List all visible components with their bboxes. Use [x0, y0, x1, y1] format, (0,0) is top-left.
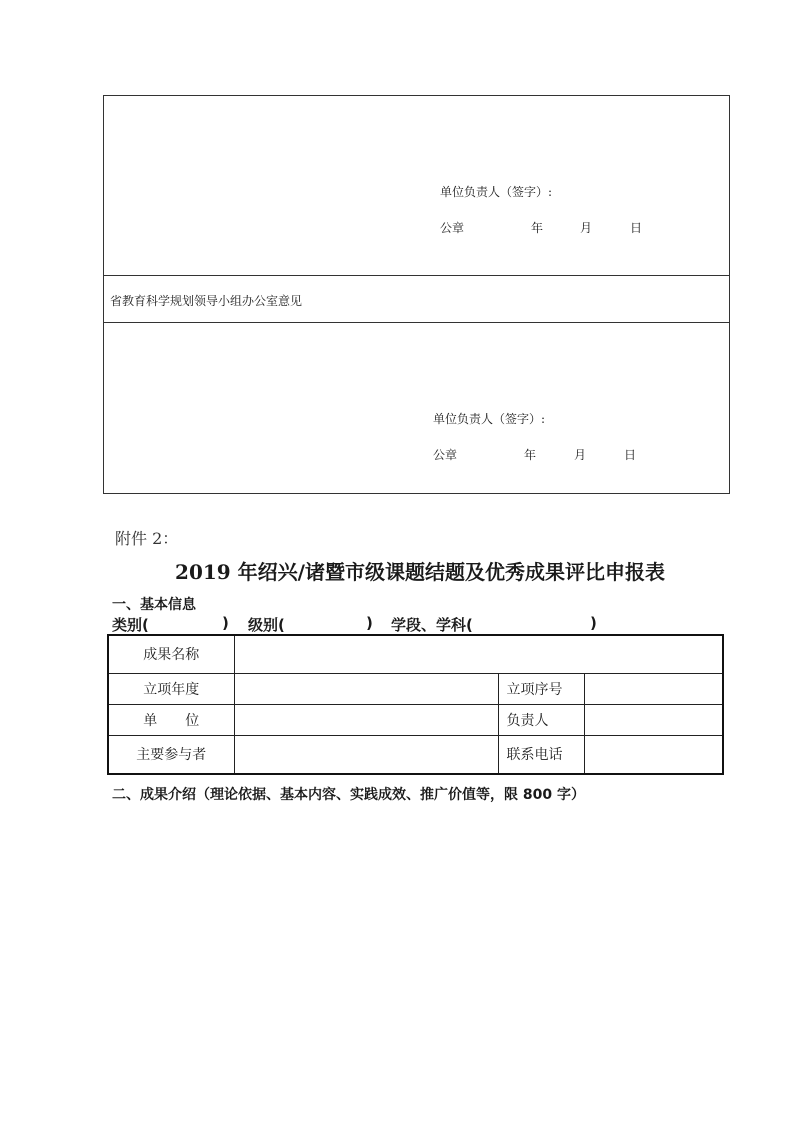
divider-top [103, 275, 730, 276]
box2-year-label: 年 [524, 448, 537, 462]
phone-label: 联系电话 [498, 735, 584, 774]
project-year-cell[interactable] [234, 673, 498, 704]
attachment-label: 附件 2： [115, 529, 179, 548]
main-participants-label: 主要参与者 [108, 735, 234, 774]
section1-heading: 一、基本信息 [112, 597, 196, 613]
table-row [108, 735, 723, 774]
person-in-charge-label: 负责人 [498, 704, 584, 735]
table-row [108, 673, 723, 704]
box1-month-label: 月 [580, 221, 593, 235]
box2-month-label: 月 [574, 448, 587, 462]
table-row [108, 635, 723, 673]
project-number-cell[interactable] [584, 673, 723, 704]
box2-seal-label: 公章 [433, 448, 458, 462]
basic-info-table [107, 634, 724, 775]
phone-cell[interactable] [584, 735, 723, 774]
section2-heading: 二、成果介绍（理论依据、基本内容、实践成效、推广价值等，限 800 字） [112, 787, 585, 803]
level-label: 级别( [248, 616, 285, 634]
table-row [108, 704, 723, 735]
level-close-paren: ) [366, 614, 373, 632]
form-title: 2019 年绍兴/诸暨市级课题结题及优秀成果评比申报表 [175, 560, 665, 584]
box2-day-label: 日 [624, 448, 637, 462]
box1-signer-label: 单位负责人（签字）: [440, 185, 553, 199]
divider-bottom [103, 322, 730, 323]
unit-label: 单 位 [108, 704, 234, 735]
achievement-name-label: 成果名称 [108, 635, 234, 673]
box1-seal-label: 公章 [440, 221, 465, 235]
stage-subject-close-paren: ) [590, 614, 597, 632]
box2-signer-label: 单位负责人（签字）: [433, 412, 546, 426]
box1-day-label: 日 [630, 221, 643, 235]
main-participants-cell[interactable] [234, 735, 498, 774]
provincial-office-label: 省教育科学规划领导小组办公室意见 [110, 294, 303, 308]
unit-cell[interactable] [234, 704, 498, 735]
project-year-label: 立项年度 [108, 673, 234, 704]
project-number-label: 立项序号 [498, 673, 584, 704]
achievement-name-cell[interactable] [234, 635, 723, 673]
category-close-paren: ) [222, 614, 229, 632]
person-in-charge-cell[interactable] [584, 704, 723, 735]
category-label: 类别( [112, 616, 149, 634]
stage-subject-label: 学段、学科( [391, 616, 473, 634]
box1-year-label: 年 [531, 221, 544, 235]
